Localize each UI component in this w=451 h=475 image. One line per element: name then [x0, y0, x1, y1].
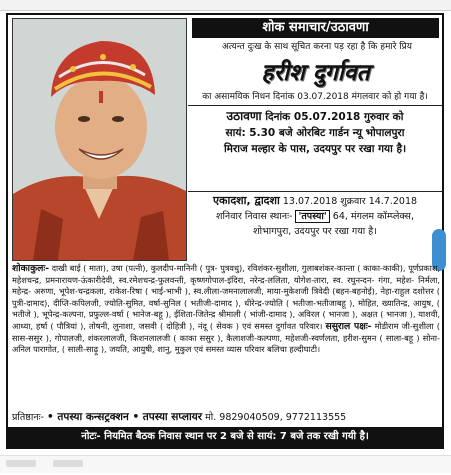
ekadasha-section [190, 193, 440, 239]
deceased-name: हरीश दुर्गावत [261, 60, 370, 86]
shokakul-text: दाखी बाई ( माता), उषा (पत्नी), कुलदीप-मानिनी ( पुत्र- पुत्रवधु), रविशंकर-सुशीला, गुलाबशंकर-कान्ता ( काका-काकी), पूर्णप्रकाश, महेशचन्द्र, प्रमनारायण-ऊंकारीदेवी, स्व.रमेशचन्द्र-फुलवन्ती, कृष्णगोपाल-इंदिरा, नरेन्द्र-ललिता, योगेश-तारा, स्व. रघुनन्दन- गंगा, महेश- निर्मला, महेन्द्र- अरुणा, भूपेश-चन्द्रकला, राकेश-रिषा ( भाई-भाभी ), स्व.लीला-जमनालालजी, माया-मुकेशजी त्रिवेदी (बहन-बहनोई), नेहा-राहुल दशोत्तर ( पुत्री-दामाद), दीप्ति-कपिलजी, ज्योति-सुमित, वर्षा-सुनिल ( भतीजी-दामाद ), धीरेन्द्र-ज्योति ( भतीजा-भतीजाबहू ), मोहित, ख्यातिन्द्र, आयुष, ( भतीजे ), भूपेन्द्र-कल्पना, प्रफुल्ल-वर्षा ( भानेज-बहू ), ईशिता-जितेन्द्र श्रीमाली ( भांजी-दामाद ), अविरल ( भानजा ), अक्षत ( भानजा ), याशवी, आध्या, हर्षा ( पौत्रियां ), तोषनी, लुनाशा, जसवी ( दोहित्री ), नंदू ( सेवक ) एवं समस्त दुर्गावत परिवार। [12, 263, 440, 331]
ekadasha-line2-prefix: शनिवार निवास स्थानः- [216, 211, 293, 222]
ekadasha-line2-suffix: 64, मंगलम कॉम्प्लेक्स, [332, 211, 414, 222]
mobile-numbers: मो. 9829040509, 9772113555 [205, 412, 347, 423]
family-list [12, 263, 440, 356]
deceased-photo [12, 18, 187, 261]
divider [188, 105, 442, 106]
uthavna-section [190, 108, 440, 157]
portrait-illustration [13, 19, 186, 260]
firm-names: • तपस्या कन्सट्रक्शन • तपस्या सप्लायर [47, 411, 203, 423]
ekadasha-label: एकादशा, द्वादशा [212, 194, 280, 207]
sasural-text: मोडीराम जी-सुशीला ( सास-ससुर ), गोपालजी, शंकरलालजी, किशनलालजी ( काका ससुर ), कैलाशजी-कल्पणा, महेशजी-स्वर्णलता, हरीश-सुमन ( साला-बहू ) सोना-अनिल पारागोत, ( साली-साढ़ू ), जयति, आयुषी, शानु, मुकुल एवं समस्त व्यास परिवार बलिचा हल्दीघाटी। [12, 320, 440, 355]
death-notice-text: का असामयिक निधन दिनांक 03.07.2018 मंगलवार को हो गया है। [202, 92, 428, 102]
pratishthan-label: प्रतिष्ठानः- [12, 412, 44, 423]
sasural-label: ससुराल पक्षः- [325, 320, 372, 332]
top-page-strip [0, 0, 451, 11]
uthavna-line2: सायं: 5.30 बजे ओरबिट गार्डन न्यू भोपालपुरा [225, 127, 405, 139]
residence-name: 'तपस्या' [295, 210, 329, 223]
ekadasha-dates: 13.07.2018 शुक्रवार 14.7.2018 [282, 196, 418, 207]
uthavna-label: उठावणा [226, 109, 262, 123]
next-article-hint [53, 460, 83, 467]
pratishthan-line [12, 409, 440, 425]
next-article-hint [6, 460, 36, 467]
uthavna-line3: मिराज मल्हार के पास, उदयपुर पर रखा गया है। [223, 143, 407, 155]
ekadasha-line3: शोभागपुरा, उदयपुर पर रखा गया है। [253, 226, 377, 237]
note-banner: नोटः- नियमित बैठक निवास स्थान पर 2 बजे से सायं: 7 बजे तक रखी गयी है। [6, 427, 444, 447]
uthavna-line1: दिनांक 05.07.2018 गुरुवार को [265, 111, 404, 123]
shokakul-label: शोकाकुलः- [12, 263, 50, 274]
headline-banner: शोक समाचार/उठावणा [192, 18, 439, 38]
divider [188, 191, 442, 192]
bottom-page-strip [0, 455, 451, 473]
intro-text: अत्यन्त दुःख के साथ सूचित करना पड़ रहा है कि हमारे प्रिय [222, 42, 412, 52]
